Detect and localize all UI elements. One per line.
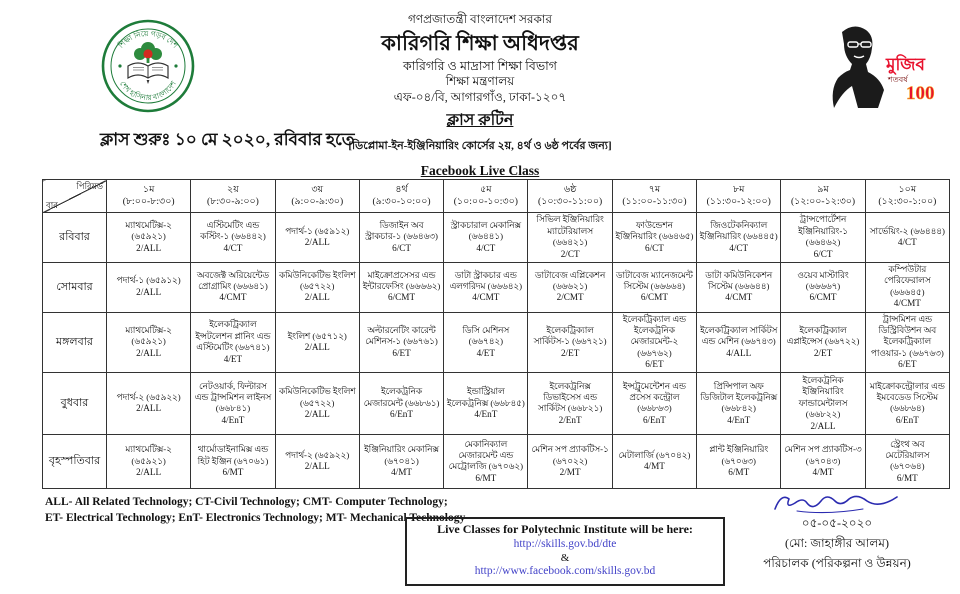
period-time: (১১:০০-১১:৩০)	[622, 197, 687, 208]
group-label: 2/ALL	[810, 420, 836, 431]
ampersand: &	[560, 552, 570, 565]
group-label: 6/EnT	[895, 414, 919, 425]
facebook-live-class-label: Facebook Live Class	[420, 163, 540, 179]
period-header-cell	[528, 180, 612, 213]
period-label: ১ম	[142, 184, 155, 195]
class-cell	[528, 373, 612, 435]
class-cell	[275, 312, 359, 373]
subject-label: ট্রান্সপোর্টেশন ইঞ্জিনিয়ারিং-১ (৬৬৪৬২)	[798, 214, 848, 248]
period-time: (১০:৩০-১১:০০)	[538, 197, 603, 208]
facebook-skills-link[interactable]: http://www.facebook.com/skills.gov.bd	[474, 565, 656, 578]
period-label: ১০ম	[898, 184, 917, 195]
period-header-row	[43, 180, 950, 213]
period-label: ৭ম	[648, 184, 661, 195]
group-label: 4/CMT	[219, 292, 247, 303]
class-cell	[781, 213, 865, 262]
class-cell	[865, 262, 949, 312]
class-cell	[359, 312, 443, 373]
group-label: 6/CT	[392, 242, 411, 253]
class-cell	[781, 262, 865, 312]
period-time: (১০:০০-১০:৩০)	[453, 197, 518, 208]
corner-cell	[43, 180, 107, 213]
class-cell	[781, 373, 865, 435]
class-cell	[528, 262, 612, 312]
subject-label: স্ট্রাকচারাল মেকানিক্স (৬৬৪৪১)	[450, 220, 521, 242]
group-label: 4/CT	[729, 242, 749, 253]
title-area	[0, 107, 960, 179]
period-header-cell	[359, 180, 443, 213]
class-cell	[444, 213, 528, 262]
class-start-text: ক্লাস শুরুঃ ১০ মে ২০২০, রবিবার হতে	[100, 130, 355, 150]
subject-label: ডাটাবেজ ম্যানেজমেন্ট সিস্টেম (৬৬৬৬৪)	[616, 269, 693, 292]
period-time: (১২:৩০-১:০০)	[878, 197, 937, 208]
subject-label: ডিজাইন অব স্ট্রাকচার-১ (৬৬৪৬৩)	[365, 220, 438, 242]
division-line: কারিগরি ও মাদ্রাসা শিক্ষা বিভাগ	[403, 58, 557, 73]
group-label: 4/ET	[476, 347, 496, 358]
class-cell	[359, 373, 443, 435]
class-cell	[865, 213, 949, 262]
group-label: 2/ALL	[136, 403, 162, 414]
subject-label: ট্রান্সমিশন এন্ড ডিস্ট্রিবিউশন অব ইলেকট্রিক্যাল পাওয়ার-১ (৬৬৭৬৩)	[870, 313, 944, 358]
class-cell	[612, 373, 696, 435]
day-row	[43, 213, 950, 262]
period-label: ৬ষ্ঠ	[563, 184, 577, 195]
group-label: 6/MT	[475, 472, 497, 483]
group-label: 2/ALL	[304, 237, 330, 248]
group-label: 2/MT	[559, 467, 581, 478]
gov-line: গণপ্রজাতন্ত্রী বাংলাদেশ সরকার	[407, 12, 553, 26]
group-label: 6/MT	[896, 472, 918, 483]
group-label: 4/EnT	[474, 409, 498, 420]
group-label: 2/ALL	[136, 286, 162, 297]
subject-label: ইঞ্জিনিয়ারিং মেকানিক্স (৬৭০৪১)	[364, 444, 439, 466]
live-box-title: Live Classes for Polytechnic Institute will be here:	[437, 522, 693, 537]
class-cell	[528, 435, 612, 489]
class-cell	[528, 213, 612, 262]
subject-label: পদার্থ-১ (৬৫৯১২)	[285, 225, 350, 236]
group-label: 2/ALL	[304, 409, 330, 420]
class-cell	[275, 373, 359, 435]
group-label: 2/ALL	[136, 242, 162, 253]
period-time: (৯:০০-৯:৩০)	[291, 197, 344, 208]
group-label: 6/EnT	[390, 409, 414, 420]
signatory-designation: পরিচালক (পরিকল্পনা ও উন্নয়ন)	[763, 556, 911, 571]
group-label: 2/ALL	[304, 342, 330, 353]
period-header-cell	[191, 180, 275, 213]
class-cell	[865, 312, 949, 373]
group-label: 4/CT	[897, 237, 917, 248]
subject-label: কমিউনিকেটিভ ইংলিশ (৬৫৭২২)	[278, 269, 356, 292]
period-label: ৪র্থ	[395, 184, 408, 195]
signatory-name: (মো: জাহাঙ্গীর আলম)	[785, 536, 889, 551]
group-label: 4/CMT	[472, 292, 500, 303]
subject-label: সার্ভেয়িং-২ (৬৬৪৪৪)	[869, 225, 945, 236]
group-label: 4/ET	[223, 353, 243, 364]
group-label: 2/ALL	[304, 461, 330, 472]
group-label: 4/CT	[476, 242, 496, 253]
subject-label: কম্পিউটার পেরিফেরালস (৬৬৬৪৫)	[884, 263, 931, 297]
class-cell	[107, 213, 191, 262]
day-cell: সোমবার	[43, 262, 107, 312]
skills-dte-link[interactable]: http://skills.gov.bd/dte	[513, 538, 617, 551]
class-cell	[359, 262, 443, 312]
class-cell	[444, 262, 528, 312]
period-header-cell	[444, 180, 528, 213]
legend-line: ET- Electrical Technology; EnT- Electronics Technology; MT- Mechanical Technology	[45, 511, 466, 524]
subject-label: ইন্সট্রুমেন্টেশন এন্ড প্রসেস কন্ট্রোল (৬৬৮৬৩)	[622, 380, 686, 414]
group-label: 4/MT	[643, 461, 665, 472]
subject-label: ইলেকট্রিক্যাল সার্কিটস-১ (৬৬৭২১)	[533, 324, 607, 347]
subject-label: ইন্ডাস্ট্রিয়াল ইলেকট্রনিক্স (৬৬৮৪৫)	[446, 386, 525, 408]
group-label: 6/CT	[813, 248, 833, 259]
class-routine-table	[42, 179, 950, 489]
day-row	[43, 373, 950, 435]
period-header-cell	[275, 180, 359, 213]
class-cell	[612, 213, 696, 262]
period-header-cell	[781, 180, 865, 213]
class-cell	[191, 435, 275, 489]
subject-label: ওয়েব মাস্টারিং (৬৬৬৬৭)	[797, 269, 849, 292]
subject-label: ইলেকট্রনিক মেজারমেন্ট (৬৬৮৬১)	[363, 386, 440, 408]
group-label: 2/ET	[813, 347, 833, 358]
group-label: 4/ALL	[726, 347, 752, 358]
day-cell: বৃহস্পতিবার	[43, 435, 107, 489]
group-label: 2/CT	[560, 248, 580, 259]
period-label: ৮ম	[733, 184, 745, 195]
dte-seal-logo	[100, 18, 196, 114]
corner-period-label: পিরিয়ড	[76, 181, 103, 192]
group-label: 6/ET	[392, 347, 411, 358]
group-label: 4/CMT	[893, 298, 921, 309]
period-header-cell	[697, 180, 781, 213]
address-line: এফ-০৪/বি, আগারগাঁও, ঢাকা-১২০৭	[393, 89, 567, 104]
group-label: 6/EnT	[642, 414, 666, 425]
group-label: 4/CT	[223, 242, 243, 253]
group-label: 4/MT	[391, 467, 412, 478]
signature-icon	[767, 489, 907, 517]
subject-label: থার্মোডাইনামিক্স এন্ড হিট ইঞ্জিন (৬৭০৬১)	[197, 444, 269, 466]
class-cell	[444, 435, 528, 489]
class-cell	[697, 435, 781, 489]
subject-label: মেশিন সপ প্র্যাকটিস-৩ (৬৭০৪৩)	[784, 444, 862, 466]
group-label: 6/ET	[645, 359, 664, 370]
subject-label: মেকানিক্যাল মেজারমেন্ট এন্ড মেট্রোলজি (৬৭০৬২)	[448, 438, 524, 472]
class-cell	[697, 213, 781, 262]
class-cell	[359, 213, 443, 262]
seal-top-text: শিক্ষা নিয়ে গড়ব দেশ	[116, 28, 180, 50]
subject-label: সিভিল ইঞ্জিনিয়ারিং ম্যাটেরিয়ালস (৬৬৪২১)	[536, 214, 604, 248]
period-time: (৮:০০-৮:৩০)	[122, 197, 175, 208]
subject-label: মেশিন সপ প্র্যাকটিস-১ (৬৭০২২)	[531, 444, 609, 466]
subject-label: ডিসি মেশিনস (৬৬৭৪২)	[462, 324, 510, 347]
class-cell	[107, 262, 191, 312]
subject-label: ইলেকট্রিক্যাল এপ্লাইন্সেস (৬৬৭২২)	[786, 324, 860, 347]
period-label: ৩য়	[311, 184, 324, 195]
subject-label: স্ট্রেংথ অব মেটেরিয়ালস (৬৭০৬৪)	[885, 438, 930, 472]
mujib-portrait-icon	[833, 26, 884, 108]
subject-label: ডাটা কমিউনিকেশন সিস্টেম (৬৬৬৪৪)	[705, 269, 773, 292]
class-cell	[781, 312, 865, 373]
group-label: 2/CMT	[556, 292, 584, 303]
class-cell	[275, 435, 359, 489]
subject-label: ডাটা স্ট্রাকচার এন্ড এলগরিদম (৬৬৬৪২)	[449, 269, 523, 292]
subject-label: প্লান্ট ইঞ্জিনিয়ারিং (৬৭০৬৩)	[709, 444, 769, 466]
group-label: 4/CMT	[725, 292, 753, 303]
subject-label: অল্টারনেটিং কারেন্ট মেশিনস-১ (৬৬৭৬১)	[365, 324, 438, 347]
corner-day-label: বার	[46, 199, 58, 210]
class-cell	[444, 312, 528, 373]
mujib-text: মুজিব	[886, 55, 925, 74]
subject-label: জিওটেকনিক্যাল ইঞ্জিনিয়ারিং (৬৬৪৪৫)	[699, 220, 778, 242]
signature-block	[732, 489, 942, 575]
period-label: ৫ম	[480, 184, 492, 195]
class-cell	[191, 312, 275, 373]
period-header-cell	[865, 180, 949, 213]
course-note: [ডিপ্লোমা-ইন-ইঞ্জিনিয়ারিং কোর্সের ২য়, ৪র্থ ও ৬ষ্ঠ পর্বের জন্য]	[348, 140, 612, 153]
seal-bottom-text: শেখ হাসিনার বাংলাদেশ	[117, 79, 178, 103]
subject-label: ম্যাথমেটিক্স-২ (৬৫৯২১)	[125, 444, 172, 466]
class-cell	[697, 262, 781, 312]
live-class-box	[405, 517, 725, 586]
subject-label: পদার্থ-২ (৬৫৯২২)	[116, 392, 181, 402]
period-time: (৯:৩০-১০:০০)	[372, 197, 431, 208]
subject-label: মাইক্রোকন্ট্রোলার এন্ড ইমবেডেড সিস্টেম (৬৬৮৬৪)	[869, 380, 945, 414]
class-cell	[275, 262, 359, 312]
signature-date: ০৫-০৫-২০২০	[801, 516, 873, 531]
subject-label: ইলেকট্রিক্যাল এন্ড ইলেকট্রনিক মেজারমেন্ট-২ (৬৬৭৬২)	[622, 313, 687, 358]
ministry-line: শিক্ষা মন্ত্রণালয়	[445, 74, 515, 89]
group-label: 6/CMT	[640, 292, 668, 303]
mujib-100-logo	[828, 20, 946, 108]
subject-label: পদার্থ-১ (৬৫৯১২)	[116, 275, 181, 286]
subject-label: ইলেকট্রিক্যাল ইন্সটলেশন প্লানিং এন্ড এস্টিমেটিং (৬৬৭৪১)	[195, 319, 271, 353]
subject-label: ইংলিশ (৬৫৭১২)	[287, 330, 347, 341]
period-time: (১২:০০-১২:৩০)	[790, 197, 856, 208]
group-label: 4/MT	[812, 467, 834, 478]
period-time: (১১:৩০-১২:০০)	[706, 197, 771, 208]
technology-legend	[45, 495, 465, 526]
group-label: 2/EnT	[558, 414, 582, 425]
class-cell	[697, 312, 781, 373]
routine-title: ক্লাস রুটিন	[446, 112, 514, 130]
group-label: 6/MT	[222, 467, 244, 478]
group-label: 2/ALL	[304, 292, 330, 303]
subject-label: অবজেক্ট অরিয়েন্টেড প্রোগ্রামিং (৬৬৬৪১)	[196, 269, 269, 292]
group-label: 6/CMT	[388, 292, 416, 303]
group-label: 2/ALL	[136, 467, 162, 478]
group-label: 6/ET	[898, 359, 917, 370]
group-label: 4/EnT	[727, 414, 751, 425]
routine-body	[43, 213, 950, 489]
day-row	[43, 312, 950, 373]
subject-label: মাইক্রোপ্রসেসর এন্ড ইন্টারফেসিং (৬৬৬৬২)	[362, 269, 441, 292]
day-cell: রবিবার	[43, 213, 107, 262]
subject-label: ফাউন্ডেশন ইঞ্জিনিয়ারিং (৬৬৪৬৫)	[615, 220, 694, 242]
class-cell	[444, 373, 528, 435]
legend-line: ALL- All Related Technology; CT-Civil Technology; CMT- Computer Technology;	[45, 496, 448, 509]
subject-label: ইলেকট্রনিক্স ডিভাইসেস এন্ড সার্কিটস (৬৬৮২১)	[537, 380, 603, 414]
class-cell	[865, 435, 949, 489]
period-time: (৮:৩০-৯:০০)	[207, 197, 259, 208]
subject-label: ইলেকট্রনিক ইঞ্জিনিয়ারিং ফান্ডামেন্টালস (৬৬৮২২)	[798, 374, 848, 420]
class-cell	[107, 373, 191, 435]
period-header-cell	[612, 180, 696, 213]
group-label: 6/CMT	[809, 292, 837, 303]
subject-label: ইলেকট্রিক্যাল সার্কিটস এন্ড মেশিন (৬৬৭৪৩)	[700, 324, 778, 347]
subject-label: নেটওয়ার্ক, ফিল্টারস এন্ড ট্রান্সমিশন লাইনস (৬৬৮৪১)	[194, 380, 272, 414]
class-cell	[528, 312, 612, 373]
period-label: ৯ম	[817, 184, 829, 195]
class-cell	[191, 213, 275, 262]
group-label: 2/ALL	[136, 347, 162, 358]
subject-label: মেটালার্জি (৬৭০৪২)	[618, 450, 691, 460]
footer	[0, 489, 960, 594]
period-label: ২য়	[227, 184, 239, 195]
period-header-cell	[107, 180, 191, 213]
subject-label: পদার্থ-২ (৬৫৯২২)	[285, 450, 350, 460]
hundred-text: 100	[906, 83, 935, 104]
class-cell	[107, 312, 191, 373]
directorate-title: কারিগরি শিক্ষা অধিদপ্তর	[381, 30, 579, 55]
subject-label: কমিউনিকেটিভ ইংলিশ (৬৫৭২২)	[278, 386, 356, 408]
subject-label: ম্যাথমেটিক্স-২ (৬৫৯২১)	[125, 324, 172, 347]
group-label: 6/CT	[644, 242, 664, 253]
class-cell	[191, 262, 275, 312]
class-cell	[865, 373, 949, 435]
subject-label: এস্টিমেটিং এন্ড কস্টিং-১ (৬৬৪৪২)	[200, 220, 266, 242]
class-cell	[612, 312, 696, 373]
day-row	[43, 262, 950, 312]
class-cell	[781, 435, 865, 489]
shotoborsho-text: শতবর্ষ	[888, 75, 908, 84]
class-cell	[697, 373, 781, 435]
day-row	[43, 435, 950, 489]
class-cell	[107, 435, 191, 489]
group-label: 2/ET	[560, 347, 580, 358]
class-cell	[275, 213, 359, 262]
class-cell	[359, 435, 443, 489]
group-label: 6/MT	[728, 467, 750, 478]
subject-label: ম্যাথমেটিক্স-২ (৬৫৯২১)	[125, 220, 172, 242]
day-cell: বুধবার	[43, 373, 107, 435]
group-label: 4/EnT	[221, 414, 245, 425]
class-cell	[612, 262, 696, 312]
subject-label: প্রিন্সিপাল অফ ডিজিটাল ইলেকট্রনিক্স (৬৬৮৪২)	[700, 380, 778, 414]
subject-label: ডাটাবেজ এপ্লিকেশন (৬৬৬২১)	[535, 269, 606, 292]
day-cell: মঙ্গলবার	[43, 312, 107, 373]
class-cell	[612, 435, 696, 489]
class-cell	[191, 373, 275, 435]
